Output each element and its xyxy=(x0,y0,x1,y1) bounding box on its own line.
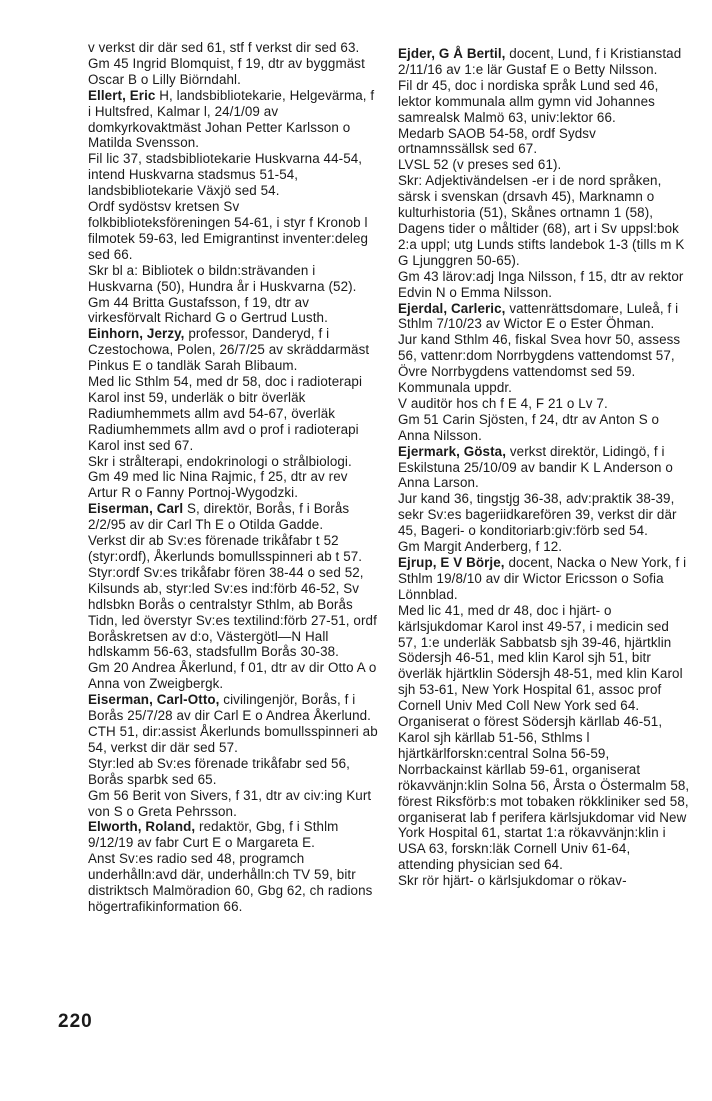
entry-text: redaktör, Gbg, f i Sthlm 9/12/19 av fabr Curt E o Margareta E. xyxy=(88,819,339,851)
person-name: Ellert, Eric xyxy=(88,87,156,103)
entry-text: Kommunala uppdr. xyxy=(398,380,513,396)
entry-text: S, direktör, Borås, f i Borås 2/2/95 av dir Carl Th E o Otilda Gadde. xyxy=(88,501,350,533)
entry-text: Gm 43 lärov:adj Inga Nilsson, f 15, dtr av rektor Edvin N o Emma Nilsson. xyxy=(398,268,684,300)
entry-text: Fil dr 45, doc i nordiska språk Lund sed 46, lektor kommunala allm gymn vid Johannes samrealsk Malmö 63, univ:lektor 66. xyxy=(398,77,659,125)
entry-text: Ordf sydöstsv kretsen Sv folkbiblioteksföreningen 54-61, i styr f Kronob l filmotek 59-63, led Emigrantinst inventer:deleg sed 66. xyxy=(88,199,369,262)
entry-text: docent, Nacka o New York, f i Sthlm 19/8/10 av dir Wictor Ericsson o Sofia Lönnblad. xyxy=(398,555,687,602)
biography-entry xyxy=(88,692,380,724)
entry-text: LVSL 52 (v preses sed 61). xyxy=(398,157,562,173)
entry-text: V auditör hos ch f E 4, F 21 o Lv 7. xyxy=(398,395,608,411)
entry-paragraph xyxy=(88,151,380,199)
entry-text: Jur kand 36, tingstjg 36-38, adv:praktik 38-39, sekr Sv:es bageriidkarefören 39, verkst dir där 45, Bageri- o konditoriarb:giv:förb sed 54. xyxy=(398,491,677,539)
entry-text: Med lic Sthlm 54, med dr 58, doc i radioterapi Karol inst 59, underläk o bitr överläk Radiumhemmets allm avd 54-67, överläk Radiumhemmets allm avd o prof i radioterapi Karol inst sed 67. xyxy=(88,374,363,453)
entry-text: Gm Margit Anderberg, f 12. xyxy=(398,539,563,555)
entry-text: Verkst dir ab Sv:es förenade trikåfabr t 52 (styr:ordf), Åkerlunds bomullsspinneri ab t 57. xyxy=(88,533,363,564)
entry-paragraph xyxy=(398,412,690,444)
entry-paragraph xyxy=(88,199,380,263)
entry-paragraph xyxy=(398,157,690,173)
entry-text: Med lic 41, med dr 48, doc i hjärt- o kärlsjukdomar Karol inst 49-57, i medicin sed 57, 1:e underläk Sabbatsb sjh 39-46, hjärtklin Södersjh 46-51, med klin Karol sjh 51, bitr överläk hjärtklin Södersjh 48-51, med klin Karol sjh 53-61, New York Hospital 61, assoc prof Cornell Univ Med Coll New York sed 64. xyxy=(398,602,683,714)
entry-text: Organiserat o förest Södersjh kärllab 46-51, Karol sjh kärllab 51-56, Sthlms l hjärtkärlforskn:central Solna 56-59, Norrbackainst kärllab 59-61, organiserat rökavvänjn:klin Solna 56, Årsta o Östermalm 58, förest Riksförb:s mot tobaken rökkliniker sed 58, organiserat lab f perifera kärlsjukdomar vid New York Hospital 61, startat 1:a rökavvänjn:klin i USA 63, forskn:läk Cornell Univ 61-64, attending physician sed 64. xyxy=(398,714,690,873)
biography-entry xyxy=(88,501,380,533)
person-name: Ejerdal, Carleric, xyxy=(398,300,506,316)
entry-text: Skr i strålterapi, endokrinologi o strålbiologi. xyxy=(88,453,352,469)
entry-paragraph xyxy=(88,295,380,327)
entry-text: Fil lic 37, stadsbibliotekarie Huskvarna 44-54, intend Huskvarna stadsmus 51-54, landsbibliotekarie Växjö sed 54. xyxy=(88,151,363,199)
entry-text: verkst direktör, Lidingö, f i Eskilstuna 25/10/09 av bandir K L Anderson o Anna Larson. xyxy=(398,443,673,491)
entry-text: Skr: Adjektivändelsen -er i de nord språken, särsk i svenskan (drsavh 45), Marknamn o kulturhistoria (51), Skånes ortnamn 1 (58), Dagens tider o måltider (68), art i Sv uppsl:bok 2:a uppl; utg Lunds stifts landebok 1-3 (tills m K G Ljunggren 50-65). xyxy=(398,173,685,268)
entry-paragraph xyxy=(398,380,690,396)
biography-entry xyxy=(398,46,690,78)
entry-paragraph xyxy=(88,533,380,565)
biography-entry xyxy=(88,326,380,374)
biography-entry xyxy=(88,819,380,851)
entry-paragraph xyxy=(88,40,380,56)
entry-text: Jur kand Sthlm 46, fiskal Svea hovr 50, assess 56, vattenr:dom Norrbygdens vattendomst 57, Övre Norrbygdens vattendomst sed 59. xyxy=(398,332,681,380)
entry-paragraph xyxy=(88,263,380,295)
entry-paragraph xyxy=(398,603,690,714)
entry-paragraph xyxy=(88,851,380,915)
person-name: Ejrup, E V Börje, xyxy=(398,555,505,570)
entry-paragraph xyxy=(88,660,380,692)
entry-paragraph xyxy=(398,714,690,873)
entry-text: v verkst dir där sed 61, stf f verkst dir sed 63. xyxy=(88,40,360,55)
entry-text: professor, Danderyd, f i Czestochowa, Polen, 26/7/25 av skräddarmäst Pinkus E o tandläk Sarah Blibaum. xyxy=(88,326,370,374)
entry-text: H, landsbibliotekarie, Helgevärma, f i Hultsfred, Kalmar l, 24/1/09 av domkyrkovaktmäst Johan Petter Karlsson o Matilda Svensson. xyxy=(88,87,375,151)
entry-text: CTH 51, dir:assist Åkerlunds bomullsspinneri ab 54, verkst dir där sed 57. xyxy=(88,723,378,755)
person-name: Eiserman, Carl xyxy=(88,501,184,517)
entry-paragraph xyxy=(398,126,690,158)
biography-entry xyxy=(88,88,380,152)
entry-text: Gm 44 Britta Gustafsson, f 19, dtr av virkesförvalt Richard G o Gertrud Lusth. xyxy=(88,294,328,326)
entry-paragraph xyxy=(398,491,690,539)
entry-text: Gm 56 Berit von Sivers, f 31, dtr av civ:ing Kurt von S o Greta Pehrsson. xyxy=(88,787,372,819)
right-column xyxy=(398,46,690,889)
person-name: Ejder, G Å Bertil, xyxy=(398,46,506,61)
entry-text: docent, Lund, f i Kristianstad 2/11/16 av 1:e lär Gustaf E o Betty Nilsson. xyxy=(398,46,682,77)
entry-paragraph xyxy=(398,173,690,268)
entry-paragraph xyxy=(398,332,690,380)
entry-paragraph xyxy=(398,78,690,126)
biography-entry xyxy=(398,301,690,333)
entry-paragraph xyxy=(88,788,380,820)
entry-paragraph xyxy=(88,469,380,501)
entry-text: Gm 20 Andrea Åkerlund, f 01, dtr av dir Otto A o Anna von Zweigbergk. xyxy=(88,660,377,692)
entry-text: Medarb SAOB 54-58, ordf Sydsv ortnamnssällsk sed 67. xyxy=(398,125,596,157)
left-column xyxy=(88,40,380,915)
entry-text: Gm 45 Ingrid Blomquist, f 19, dtr av byggmäst Oscar B o Lilly Biörndahl. xyxy=(88,55,365,87)
entry-text: civilingenjör, Borås, f i Borås 25/7/28 av dir Carl E o Andrea Åkerlund. xyxy=(88,692,371,724)
person-name: Ejermark, Gösta, xyxy=(398,443,507,459)
person-name: Eiserman, Carl-Otto, xyxy=(88,692,220,708)
entry-text: Gm 51 Carin Sjösten, f 24, dtr av Anton S o Anna Nilsson. xyxy=(398,411,660,443)
entry-paragraph xyxy=(88,56,380,88)
entry-text: Styr:led ab Sv:es förenade trikåfabr sed 56, Borås sparbk sed 65. xyxy=(88,755,350,787)
entry-paragraph xyxy=(88,756,380,788)
entry-paragraph xyxy=(398,539,690,555)
entry-paragraph xyxy=(398,269,690,301)
entry-paragraph xyxy=(88,374,380,454)
entry-text: Anst Sv:es radio sed 48, programch underhålln:avd där, underhålln:ch TV 59, bitr distriktsch Malmöradion 60, Gbg 62, ch radions högertrafikinformation 66. xyxy=(88,851,373,914)
entry-text: vattenrättsdomare, Luleå, f i Sthlm 7/10/23 av Wictor E o Ester Öhman. xyxy=(398,300,679,332)
entry-paragraph xyxy=(398,396,690,412)
page-number: 220 xyxy=(58,1011,93,1032)
person-name: Einhorn, Jerzy, xyxy=(88,326,185,342)
entry-paragraph xyxy=(88,724,380,756)
entry-paragraph xyxy=(88,454,380,470)
entry-text: Styr:ordf Sv:es trikåfabr fören 38-44 o sed 52, Kilsunds ab, styr:led Sv:es ind:förb 46-52, Sv hdlsbkn Borås o centralstyr Sthlm, ab Borås Tidn, led överstyr Sv:es textilind:förb 27-51, ordf Boråskretsen av d:o, Västergötl—N Hall hdlskamm 56-63, stadsfullm Borås 30-38. xyxy=(88,564,377,660)
entry-text: Skr bl a: Bibliotek o bildn:strävanden i Huskvarna (50), Hundra år i Huskvarna (52). xyxy=(88,262,357,294)
entry-text: Gm 49 med lic Nina Rajmic, f 25, dtr av rev Artur R o Fanny Portnoj-Wygodzki. xyxy=(88,469,348,501)
biography-entry xyxy=(398,555,690,603)
biography-entry xyxy=(398,444,690,492)
person-name: Elworth, Roland, xyxy=(88,819,196,835)
entry-paragraph xyxy=(398,873,690,889)
entry-text: Skr rör hjärt- o kärlsjukdomar o rökav- xyxy=(398,873,627,889)
entry-paragraph xyxy=(88,565,380,660)
